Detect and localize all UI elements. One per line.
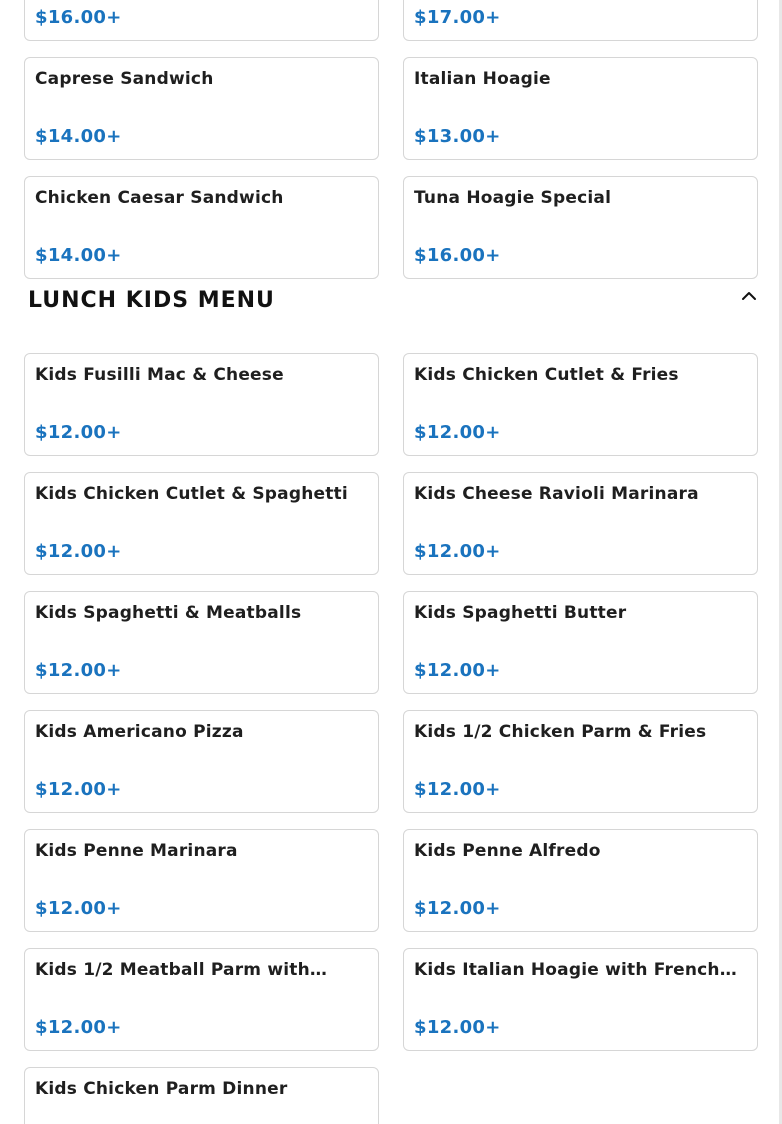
- menu-item-card[interactable]: [24, 710, 379, 813]
- menu-item-price: $13.00+: [414, 126, 501, 147]
- menu-item-price: $16.00+: [35, 7, 122, 28]
- menu-item-price: $12.00+: [414, 898, 501, 919]
- menu-item-price: $12.00+: [35, 779, 122, 800]
- menu-item-card[interactable]: [403, 710, 758, 813]
- menu-item-name: Italian Hoagie: [414, 69, 551, 89]
- kids-items-grid: [24, 353, 758, 1124]
- menu-item-name: Kids Italian Hoagie with French…: [414, 960, 737, 980]
- menu-item-name: Kids Chicken Cutlet & Fries: [414, 365, 679, 385]
- menu-item-card[interactable]: [403, 0, 758, 41]
- menu-item-card[interactable]: [24, 176, 379, 279]
- menu-item-name: Kids Spaghetti Butter: [414, 603, 627, 623]
- menu-item-name: Kids 1/2 Chicken Parm & Fries: [414, 722, 707, 742]
- menu-item-price: $12.00+: [35, 541, 122, 562]
- section-title: LUNCH KIDS MENU: [28, 288, 275, 313]
- menu-item-card[interactable]: [403, 829, 758, 932]
- menu-item-card[interactable]: [403, 591, 758, 694]
- menu-item-card[interactable]: [24, 829, 379, 932]
- collapse-section-button[interactable]: [738, 286, 760, 308]
- menu-item-price: $12.00+: [35, 898, 122, 919]
- menu-item-card[interactable]: [403, 472, 758, 575]
- menu-item-card[interactable]: [24, 472, 379, 575]
- menu-item-card[interactable]: [24, 0, 379, 41]
- menu-item-price: $12.00+: [414, 1017, 501, 1038]
- menu-item-price: $12.00+: [414, 422, 501, 443]
- lunch-items-grid: [24, 0, 758, 279]
- menu-item-price: $14.00+: [35, 245, 122, 266]
- menu-item-card[interactable]: [403, 948, 758, 1051]
- menu-item-card[interactable]: [403, 353, 758, 456]
- menu-item-name: Kids 1/2 Meatball Parm with…: [35, 960, 328, 980]
- menu-item-card[interactable]: [403, 176, 758, 279]
- menu-item-name: Caprese Sandwich: [35, 69, 214, 89]
- menu-item-card[interactable]: [24, 57, 379, 160]
- menu-item-price: $12.00+: [35, 1017, 122, 1038]
- menu-item-price: $16.00+: [414, 245, 501, 266]
- menu-item-name: Chicken Caesar Sandwich: [35, 188, 284, 208]
- menu-item-name: Kids Spaghetti & Meatballs: [35, 603, 302, 623]
- menu-item-name: Kids Chicken Parm Dinner: [35, 1079, 288, 1099]
- menu-item-card[interactable]: [24, 353, 379, 456]
- menu-item-name: Kids Cheese Ravioli Marinara: [414, 484, 699, 504]
- menu-item-name: Kids Americano Pizza: [35, 722, 244, 742]
- menu-item-price: $12.00+: [414, 779, 501, 800]
- section-header-lunch-kids-menu: [28, 286, 760, 320]
- menu-item-name: Tuna Hoagie Special: [414, 188, 612, 208]
- menu-item-card[interactable]: [24, 591, 379, 694]
- menu-item-price: $12.00+: [414, 541, 501, 562]
- menu-item-name: Kids Penne Alfredo: [414, 841, 601, 861]
- menu-item-name: Kids Chicken Cutlet & Spaghetti: [35, 484, 348, 504]
- menu-item-price: $12.00+: [414, 660, 501, 681]
- menu-item-name: Kids Penne Marinara: [35, 841, 238, 861]
- menu-item-price: $14.00+: [35, 126, 122, 147]
- menu-item-card[interactable]: [24, 948, 379, 1051]
- menu-item-price: $12.00+: [35, 422, 122, 443]
- menu-item-price: $17.00+: [414, 7, 501, 28]
- menu-item-card[interactable]: [24, 1067, 379, 1124]
- menu-item-price: $12.00+: [35, 660, 122, 681]
- menu-item-name: Kids Fusilli Mac & Cheese: [35, 365, 284, 385]
- menu-item-card[interactable]: [403, 57, 758, 160]
- chevron-up-icon: [738, 286, 760, 308]
